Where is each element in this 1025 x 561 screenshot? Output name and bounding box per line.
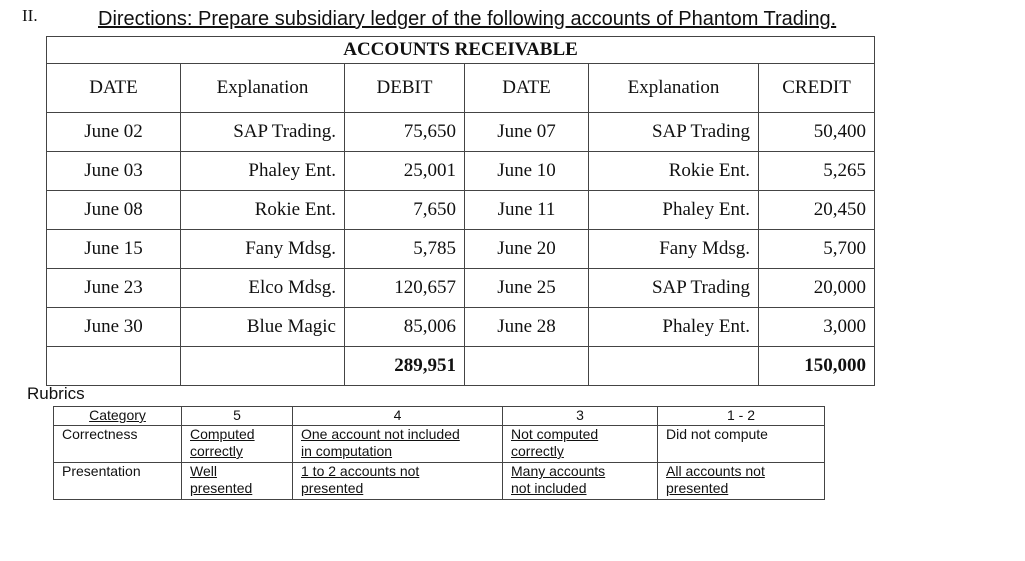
empty-cell [589,347,759,386]
rubric-line: Computed [190,426,255,442]
column-header: DATE [47,64,181,113]
rubric-line: Well [190,463,217,479]
rubric-cell [182,463,293,500]
rubric-line: correctly [190,443,243,459]
credit-date-cell: June 25 [465,269,589,308]
credit-amount-cell: 50,400 [759,113,875,152]
table-row [47,113,875,152]
rubric-category: Presentation [54,463,182,500]
credit-amount-cell: 20,000 [759,269,875,308]
rubric-line: Not computed [511,426,599,442]
debit-explanation-cell: Fany Mdsg. [181,230,345,269]
column-header: CREDIT [759,64,875,113]
debit-date-cell: June 08 [47,191,181,230]
debit-amount-cell: 85,006 [345,308,465,347]
empty-cell [181,347,345,386]
rubric-cell [503,463,658,500]
column-header: Explanation [589,64,759,113]
rubric-line: presented [190,480,253,496]
empty-cell [465,347,589,386]
rubric-row [54,463,825,500]
rubric-line: presented [301,480,364,496]
rubric-cell [658,426,825,463]
rubrics-table [53,406,825,500]
directions-text: Directions: Prepare subsidiary ledger of the following accounts of Phantom Trading. [98,8,837,30]
ledger-title: ACCOUNTS RECEIVABLE [47,37,875,64]
accounts-receivable-table [46,36,875,386]
table-row [47,191,875,230]
rubric-line: correctly [511,443,564,459]
credit-explanation-cell: Fany Mdsg. [589,230,759,269]
debit-date-cell: June 23 [47,269,181,308]
table-row [47,308,875,347]
rubric-cell [658,463,825,500]
rubric-header: 5 [182,407,293,426]
rubric-cell [293,426,503,463]
debit-explanation-cell: SAP Trading. [181,113,345,152]
debit-date-cell: June 30 [47,308,181,347]
section-number: II. [22,6,38,25]
rubric-row [54,426,825,463]
credit-explanation-cell: Phaley Ent. [589,191,759,230]
rubric-line: One account not included [301,426,460,442]
credit-explanation-cell: SAP Trading [589,113,759,152]
table-row [47,152,875,191]
credit-amount-cell: 3,000 [759,308,875,347]
rubric-header: 1 - 2 [658,407,825,426]
rubric-line: presented [666,480,729,496]
ledger-header-row [47,64,875,113]
credit-amount-cell: 5,265 [759,152,875,191]
column-header: Explanation [181,64,345,113]
rubric-line: 1 to 2 accounts not [301,463,420,479]
debit-amount-cell: 7,650 [345,191,465,230]
credit-amount-cell: 20,450 [759,191,875,230]
column-header: DEBIT [345,64,465,113]
rubric-cell [503,426,658,463]
debit-explanation-cell: Elco Mdsg. [181,269,345,308]
credit-date-cell: June 11 [465,191,589,230]
rubric-cell [293,463,503,500]
empty-cell [47,347,181,386]
debit-date-cell: June 02 [47,113,181,152]
debit-explanation-cell: Blue Magic [181,308,345,347]
rubric-category: Correctness [54,426,182,463]
rubric-line: Did not compute [666,426,768,442]
credit-explanation-cell: Rokie Ent. [589,152,759,191]
credit-date-cell: June 07 [465,113,589,152]
debit-date-cell: June 15 [47,230,181,269]
table-row [47,269,875,308]
rubric-line: All accounts not [666,463,765,479]
debit-amount-cell: 120,657 [345,269,465,308]
credit-date-cell: June 28 [465,308,589,347]
credit-date-cell: June 10 [465,152,589,191]
rubric-line: in computation [301,443,393,459]
total-row [47,347,875,386]
total-debit-cell: 289,951 [345,347,465,386]
rubric-line: Many accounts [511,463,606,479]
rubric-line: not included [511,480,587,496]
total-credit-cell: 150,000 [759,347,875,386]
debit-amount-cell: 5,785 [345,230,465,269]
table-row [47,230,875,269]
debit-amount-cell: 25,001 [345,152,465,191]
column-header: DATE [465,64,589,113]
credit-amount-cell: 5,700 [759,230,875,269]
rubrics-title: Rubrics [27,384,85,403]
credit-explanation-cell: SAP Trading [589,269,759,308]
debit-amount-cell: 75,650 [345,113,465,152]
rubrics-header-row [54,407,825,426]
debit-explanation-cell: Phaley Ent. [181,152,345,191]
rubric-header: 4 [293,407,503,426]
credit-date-cell: June 20 [465,230,589,269]
debit-date-cell: June 03 [47,152,181,191]
rubric-header: Category [54,407,182,426]
debit-explanation-cell: Rokie Ent. [181,191,345,230]
credit-explanation-cell: Phaley Ent. [589,308,759,347]
rubric-cell [182,426,293,463]
rubric-header: 3 [503,407,658,426]
